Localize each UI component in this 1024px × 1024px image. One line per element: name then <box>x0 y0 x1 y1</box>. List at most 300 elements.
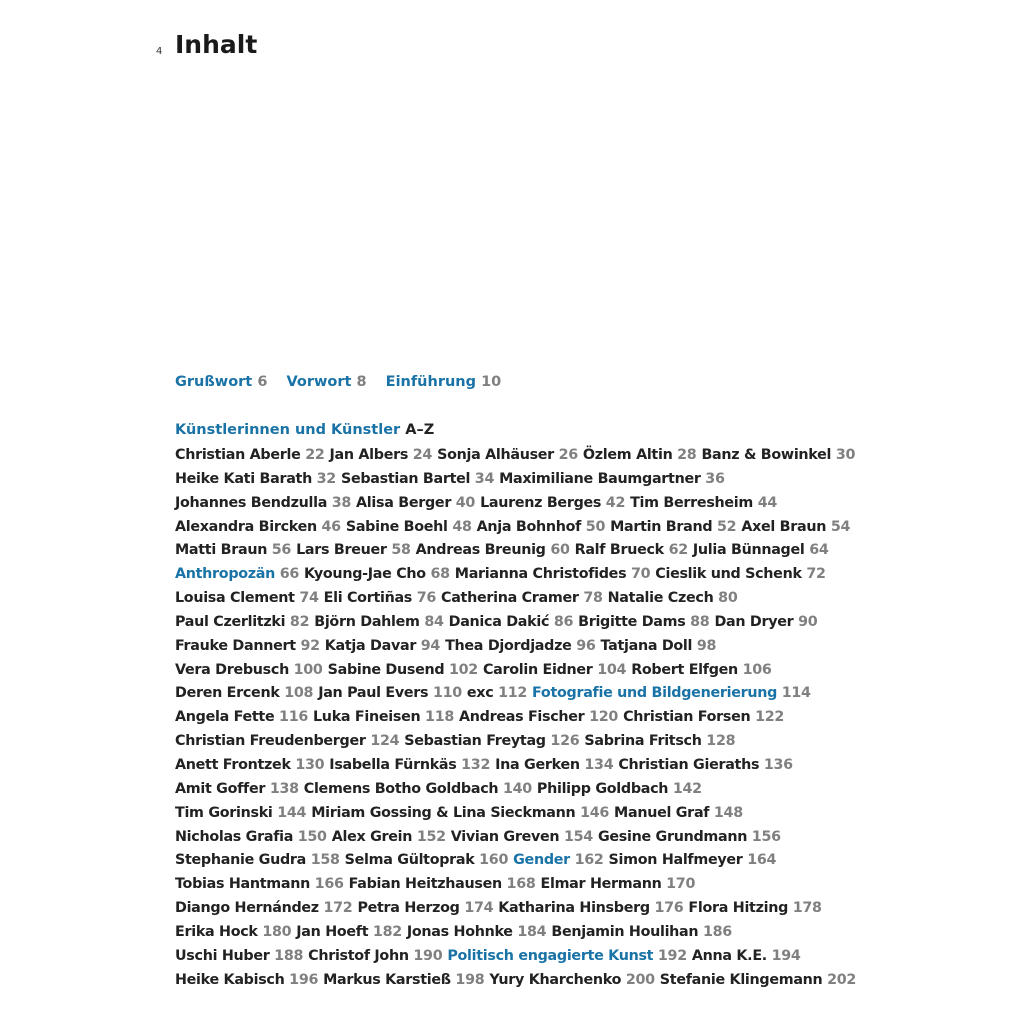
index-artist-entry[interactable] <box>404 733 579 749</box>
artist-name: Erika Hock <box>175 923 258 940</box>
index-artist-entry[interactable] <box>551 924 732 940</box>
index-artist-entry[interactable] <box>693 542 829 558</box>
page-ref: 146 <box>580 804 610 821</box>
artist-name: Petra Herzog <box>357 900 460 917</box>
page-ref: 48 <box>452 518 472 535</box>
artist-name: Gesine Grundmann <box>597 828 748 845</box>
artist-name: Angela Fette <box>175 709 275 726</box>
page-ref: 162 <box>574 852 604 869</box>
page-ref: 166 <box>314 876 344 893</box>
page-ref: 130 <box>295 756 325 773</box>
index-artist-entry[interactable] <box>537 781 702 797</box>
artist-name: Stephanie Gudra <box>175 852 306 869</box>
page-ref: 86 <box>553 613 574 630</box>
artist-name: Alisa Berger <box>356 494 452 511</box>
artist-name: Ralf Brueck <box>574 542 664 559</box>
page-ref: 178 <box>792 900 822 917</box>
page-ref: 62 <box>668 542 688 559</box>
page-ref: 34 <box>474 470 495 487</box>
page-ref: 110 <box>432 685 462 702</box>
page-ref: 156 <box>751 828 781 845</box>
index-artist-entry[interactable] <box>692 948 801 964</box>
page-ref: 202 <box>827 971 857 988</box>
index-line <box>175 661 915 685</box>
index-line <box>175 804 915 828</box>
index-line <box>175 756 915 780</box>
artist-name: Jonas Hohnke <box>406 923 513 940</box>
index-artist-entry[interactable] <box>499 471 725 487</box>
artist-name: Axel Braun <box>741 518 827 535</box>
page-ref: 188 <box>274 947 304 964</box>
page-ref: 148 <box>713 804 743 821</box>
artist-name: Vivian Greven <box>450 828 560 845</box>
page-ref: 42 <box>605 494 626 511</box>
artist-name: Frauke Dannert <box>175 637 296 654</box>
artist-name: Carolin Eidner <box>482 661 593 678</box>
page-ref: 182 <box>372 923 402 940</box>
index-artist-entry[interactable] <box>175 638 320 654</box>
page-ref: 40 <box>455 494 476 511</box>
index-line <box>175 613 915 637</box>
page-ref: 80 <box>718 590 738 607</box>
artist-name: Thea Djordjadze <box>445 637 572 654</box>
page-ref: 98 <box>696 637 717 654</box>
page-ref: 144 <box>277 804 307 821</box>
page-ref: 74 <box>299 590 319 607</box>
intro-links <box>175 374 515 390</box>
page-ref: 68 <box>430 566 450 583</box>
index-artist-entry[interactable] <box>175 852 340 868</box>
index-line <box>175 947 915 971</box>
index-line <box>175 446 915 470</box>
page-ref: 92 <box>300 637 320 654</box>
page-ref: 152 <box>416 828 446 845</box>
artist-name: Alex Grein <box>331 828 413 845</box>
artist-name: Heike Kabisch <box>175 971 285 988</box>
artist-name: Heike Kati Barath <box>175 470 312 487</box>
page-ref: 24 <box>412 447 433 463</box>
topic-name: Anthropozän <box>175 566 276 583</box>
index-line <box>175 589 915 613</box>
index-line <box>175 470 915 494</box>
page-ref: 172 <box>323 900 353 917</box>
artist-name: exc <box>466 685 494 702</box>
artist-name: Andreas Fischer <box>459 709 585 726</box>
index-topic-entry[interactable] <box>513 852 603 868</box>
artist-name: Philipp Goldbach <box>536 780 669 797</box>
index-artist-entry[interactable] <box>175 733 399 749</box>
page-ref: 194 <box>771 947 801 964</box>
page-ref: 180 <box>262 923 292 940</box>
page-ref: 22 <box>305 447 325 463</box>
index-artist-entry[interactable] <box>578 614 709 630</box>
page-ref: 32 <box>316 470 336 487</box>
index-artist-entry[interactable] <box>445 638 595 654</box>
index-artist-entry[interactable] <box>325 638 440 654</box>
index-artist-entry[interactable] <box>175 757 324 773</box>
index-artist-entry[interactable] <box>655 566 825 582</box>
intro-item-grusswort[interactable] <box>175 374 272 390</box>
page-ref: 140 <box>502 780 532 797</box>
artist-name: Özlem Altin <box>582 447 673 463</box>
page-ref: 176 <box>654 900 684 917</box>
page-ref: 184 <box>517 923 547 940</box>
index-artist-entry[interactable] <box>175 614 309 630</box>
artist-name: Eli Cortiñas <box>323 590 413 607</box>
artist-name: Fabian Heitzhausen <box>348 876 502 893</box>
index-artist-entry[interactable] <box>741 519 850 535</box>
page-ref: 112 <box>498 685 528 702</box>
topic-name: Gender <box>513 852 570 869</box>
index-artist-entry[interactable] <box>541 876 696 892</box>
index-artist-entry[interactable] <box>175 495 351 511</box>
index-artist-entry[interactable] <box>618 757 792 773</box>
page-ref: 26 <box>558 447 578 463</box>
intro-label: Einführung <box>385 374 476 390</box>
index-artist-entry[interactable] <box>498 900 683 916</box>
artist-name: Isabella Fürnkäs <box>329 756 457 773</box>
page-ref: 106 <box>742 661 772 678</box>
topic-name: Politisch engagierte Kunst <box>447 947 654 964</box>
index-artist-entry[interactable] <box>296 924 402 940</box>
index-artist-entry[interactable] <box>349 876 536 892</box>
artist-name: Selma Gültoprak <box>344 852 475 869</box>
artist-name: Marianna Christofides <box>454 566 627 583</box>
page-ref: 94 <box>420 637 441 654</box>
index-artist-entry[interactable] <box>608 590 738 606</box>
index-artist-entry[interactable] <box>660 972 856 988</box>
page-ref: 170 <box>666 876 696 893</box>
index-artist-entry[interactable] <box>328 662 478 678</box>
artist-name: Jan Hoeft <box>296 923 369 940</box>
index-artist-entry[interactable] <box>601 638 717 654</box>
artist-name: Matti Braun <box>175 542 268 559</box>
intro-item-einfuehrung[interactable] <box>386 374 502 390</box>
index-artist-entry[interactable] <box>318 685 462 701</box>
page-ref: 154 <box>563 828 593 845</box>
artist-index <box>175 446 915 994</box>
index-artist-entry[interactable] <box>329 757 490 773</box>
page-ref: 198 <box>455 971 485 988</box>
artist-name: Uschi Huber <box>175 947 270 964</box>
page-ref: 52 <box>717 518 737 535</box>
page-ref: 90 <box>798 613 818 630</box>
index-artist-entry[interactable] <box>583 447 697 463</box>
index-artist-entry[interactable] <box>175 948 303 964</box>
index-line <box>175 708 915 732</box>
index-artist-entry[interactable] <box>175 471 336 487</box>
page-ref: 58 <box>391 542 411 559</box>
artist-name: Julia Bünnagel <box>692 542 805 559</box>
index-artist-entry[interactable] <box>449 614 573 630</box>
index-artist-entry[interactable] <box>313 709 454 725</box>
page-ref: 168 <box>506 876 536 893</box>
page-ref: 164 <box>747 852 777 869</box>
artist-name: Tobias Hantmann <box>175 876 310 893</box>
artist-name: Lars Breuer <box>296 542 387 559</box>
index-artist-entry[interactable] <box>308 948 442 964</box>
artist-name: Martin Brand <box>610 518 713 535</box>
page-ref: 84 <box>424 613 444 630</box>
index-artist-entry[interactable] <box>407 924 546 940</box>
index-artist-entry[interactable] <box>459 709 618 725</box>
page-ref: 174 <box>464 900 494 917</box>
page-ref: 64 <box>809 542 829 559</box>
index-artist-entry[interactable] <box>175 972 318 988</box>
artist-name: Sonja Alhäuser <box>437 447 554 463</box>
artist-name: Björn Dahlem <box>314 613 420 630</box>
index-artist-entry[interactable] <box>598 829 781 845</box>
page-ref: 136 <box>763 756 793 773</box>
page-ref: 108 <box>284 685 314 702</box>
page-ref: 78 <box>583 590 603 607</box>
page-ref: 190 <box>413 947 443 964</box>
index-artist-entry[interactable] <box>175 590 319 606</box>
page-ref: 142 <box>672 780 702 797</box>
index-artist-entry[interactable] <box>467 685 527 701</box>
index-artist-entry[interactable] <box>175 447 325 463</box>
artist-name: Vera Drebusch <box>175 661 289 678</box>
artist-name: Cieslik und Schenk <box>655 566 802 583</box>
page-ref: 100 <box>293 661 323 678</box>
artist-name: Natalie Czech <box>607 590 714 607</box>
artist-name: Yury Kharchenko <box>489 971 622 988</box>
page-ref: 126 <box>550 733 580 750</box>
artist-name: Anna K.E. <box>691 947 767 964</box>
index-artist-entry[interactable] <box>175 900 352 916</box>
artist-name: Clemens Botho Goldbach <box>303 780 499 797</box>
page-ref: 104 <box>597 661 627 678</box>
section-range: A–Z <box>405 422 435 438</box>
artist-name: Anja Bohnhof <box>476 518 582 535</box>
index-line <box>175 637 915 661</box>
index-artist-entry[interactable] <box>575 542 688 558</box>
index-artist-entry[interactable] <box>483 662 626 678</box>
artist-name: Katja Davar <box>324 637 417 654</box>
artist-name: Jan Paul Evers <box>318 685 429 702</box>
page-ref: 82 <box>289 613 310 630</box>
artist-name: Miriam Gossing & Lina Sieckmann <box>311 804 576 821</box>
artist-name: Simon Halfmeyer <box>608 852 743 869</box>
page-ref: 138 <box>269 780 299 797</box>
artist-name: Andreas Breunig <box>415 542 546 559</box>
index-artist-entry[interactable] <box>451 829 593 845</box>
artist-name: Stefanie Klingemann <box>659 971 823 988</box>
artist-name: Manuel Graf <box>614 804 710 821</box>
index-artist-entry[interactable] <box>304 566 450 582</box>
artist-name: Danica Dakić <box>448 613 550 630</box>
index-artist-entry[interactable] <box>175 829 327 845</box>
artist-name: Sabine Boehl <box>345 518 448 535</box>
artist-name: Louisa Clement <box>175 590 295 607</box>
artist-name: Amit Goffer <box>175 780 266 797</box>
page-ref: 44 <box>757 494 777 511</box>
index-line <box>175 565 915 589</box>
index-line <box>175 541 915 565</box>
artist-name: Ina Gerken <box>495 756 580 773</box>
page-ref: 38 <box>331 494 352 511</box>
artist-name: Johannes Bendzulla <box>175 494 328 511</box>
index-artist-entry[interactable] <box>175 781 299 797</box>
page-title: Inhalt <box>175 30 258 59</box>
index-topic-entry[interactable] <box>532 685 811 701</box>
index-artist-entry[interactable] <box>480 495 625 511</box>
index-artist-entry[interactable] <box>304 781 532 797</box>
index-line <box>175 518 915 542</box>
artist-name: Christian Gieraths <box>618 756 760 773</box>
index-artist-entry[interactable] <box>311 805 609 821</box>
index-artist-entry[interactable] <box>631 662 771 678</box>
index-artist-entry[interactable] <box>495 757 613 773</box>
page-ref: 56 <box>271 542 292 559</box>
artist-name: Christof John <box>308 947 409 964</box>
page-ref: 158 <box>310 852 340 869</box>
section-header <box>175 422 434 438</box>
artist-name: Christian Aberle <box>175 447 301 463</box>
page-number: 4 <box>156 46 163 57</box>
artist-name: Sebastian Freytag <box>404 733 546 750</box>
intro-label: Vorwort <box>286 374 352 390</box>
index-artist-entry[interactable] <box>416 542 570 558</box>
index-artist-entry[interactable] <box>323 972 484 988</box>
page-ref: 54 <box>830 518 851 535</box>
page-ref: 70 <box>630 566 651 583</box>
artist-name: Alexandra Bircken <box>175 518 317 535</box>
page-ref: 124 <box>370 733 400 750</box>
index-artist-entry[interactable] <box>175 924 291 940</box>
index-artist-entry[interactable] <box>357 900 493 916</box>
page-ref: 128 <box>706 733 736 750</box>
index-artist-entry[interactable] <box>175 876 344 892</box>
artist-name: Elmar Hermann <box>540 876 662 893</box>
page-ref: 192 <box>657 947 687 964</box>
intro-page: 6 <box>257 374 268 390</box>
index-artist-entry[interactable] <box>175 542 291 558</box>
index-artist-entry[interactable] <box>356 495 475 511</box>
page-ref: 200 <box>625 971 655 988</box>
page-ref: 96 <box>576 637 596 654</box>
index-line <box>175 971 915 995</box>
index-artist-entry[interactable] <box>330 447 433 463</box>
artist-name: Tim Gorinski <box>175 804 273 821</box>
page-ref: 30 <box>835 447 856 463</box>
index-artist-entry[interactable] <box>477 519 605 535</box>
index-line <box>175 494 915 518</box>
index-line <box>175 875 915 899</box>
index-topic-entry[interactable] <box>447 948 687 964</box>
page-ref: 118 <box>425 709 454 726</box>
index-line <box>175 732 915 756</box>
page-ref: 60 <box>550 542 570 559</box>
index-artist-entry[interactable] <box>584 733 735 749</box>
artist-name: Sabrina Fritsch <box>584 733 702 750</box>
page-ref: 28 <box>677 447 697 463</box>
index-artist-entry[interactable] <box>175 805 306 821</box>
index-line <box>175 780 915 804</box>
page-ref: 132 <box>461 756 491 773</box>
page-ref: 114 <box>781 685 811 702</box>
page-ref: 120 <box>589 709 619 726</box>
index-artist-entry[interactable] <box>345 852 508 868</box>
artist-name: Benjamin Houlihan <box>551 923 699 940</box>
artist-name: Robert Elfgen <box>631 661 738 678</box>
index-artist-entry[interactable] <box>688 900 821 916</box>
artist-name: Jan Albers <box>329 447 409 463</box>
artist-name: Christian Freudenberger <box>175 733 366 750</box>
page-ref: 160 <box>479 852 509 869</box>
page-ref: 66 <box>279 566 300 583</box>
artist-name: Christian Forsen <box>623 709 751 726</box>
index-artist-entry[interactable] <box>623 709 784 725</box>
page-ref: 102 <box>448 661 478 678</box>
artist-name: Maximiliane Baumgartner <box>499 470 701 487</box>
index-artist-entry[interactable] <box>489 972 654 988</box>
artist-name: Diango Hernández <box>175 900 319 917</box>
index-artist-entry[interactable] <box>314 614 443 630</box>
page-ref: 36 <box>705 470 725 487</box>
artist-name: Paul Czerlitzki <box>175 613 286 630</box>
index-line <box>175 828 915 852</box>
page-ref: 50 <box>585 518 606 535</box>
index-artist-entry[interactable] <box>175 519 341 535</box>
index-artist-entry[interactable] <box>332 829 446 845</box>
index-artist-entry[interactable] <box>346 519 472 535</box>
artist-name: Anett Frontzek <box>175 756 291 773</box>
page-ref: 122 <box>755 709 785 726</box>
page-ref: 72 <box>806 566 826 583</box>
index-artist-entry[interactable] <box>714 614 817 630</box>
index-artist-entry[interactable] <box>455 566 651 582</box>
artist-name: Laurenz Berges <box>480 494 602 511</box>
index-artist-entry[interactable] <box>614 805 743 821</box>
index-artist-entry[interactable] <box>609 852 777 868</box>
intro-label: Grußwort <box>175 374 253 390</box>
intro-page: 8 <box>356 374 367 390</box>
index-topic-entry[interactable] <box>175 566 299 582</box>
artist-name: Nicholas Grafia <box>175 828 294 845</box>
artist-name: Markus Karstieß <box>323 971 451 988</box>
page-ref: 88 <box>690 613 710 630</box>
artist-name: Sabine Dusend <box>327 661 445 678</box>
index-artist-entry[interactable] <box>441 590 603 606</box>
page-ref: 196 <box>289 971 319 988</box>
index-artist-entry[interactable] <box>630 495 777 511</box>
index-artist-entry[interactable] <box>701 447 855 463</box>
topic-name: Fotografie und Bildgenerierung <box>532 685 778 702</box>
artist-name: Deren Ercenk <box>175 685 280 702</box>
index-artist-entry[interactable] <box>175 662 323 678</box>
intro-item-vorwort[interactable] <box>286 374 371 390</box>
index-artist-entry[interactable] <box>175 685 313 701</box>
page-ref: 186 <box>702 923 732 940</box>
index-line <box>175 899 915 923</box>
artist-name: Banz & Bowinkel <box>701 447 832 463</box>
index-line <box>175 851 915 875</box>
artist-name: Kyoung-Jae Cho <box>304 566 426 583</box>
index-artist-entry[interactable] <box>341 471 494 487</box>
intro-page: 10 <box>481 374 502 390</box>
index-artist-entry[interactable] <box>437 447 578 463</box>
index-artist-entry[interactable] <box>175 709 308 725</box>
page-ref: 116 <box>279 709 308 726</box>
section-title: Künstlerinnen und Künstler <box>175 422 401 438</box>
index-artist-entry[interactable] <box>296 542 411 558</box>
index-artist-entry[interactable] <box>610 519 736 535</box>
artist-name: Katharina Hinsberg <box>498 900 650 917</box>
artist-name: Catherina Cramer <box>441 590 579 607</box>
page-ref: 76 <box>416 590 437 607</box>
index-artist-entry[interactable] <box>324 590 436 606</box>
